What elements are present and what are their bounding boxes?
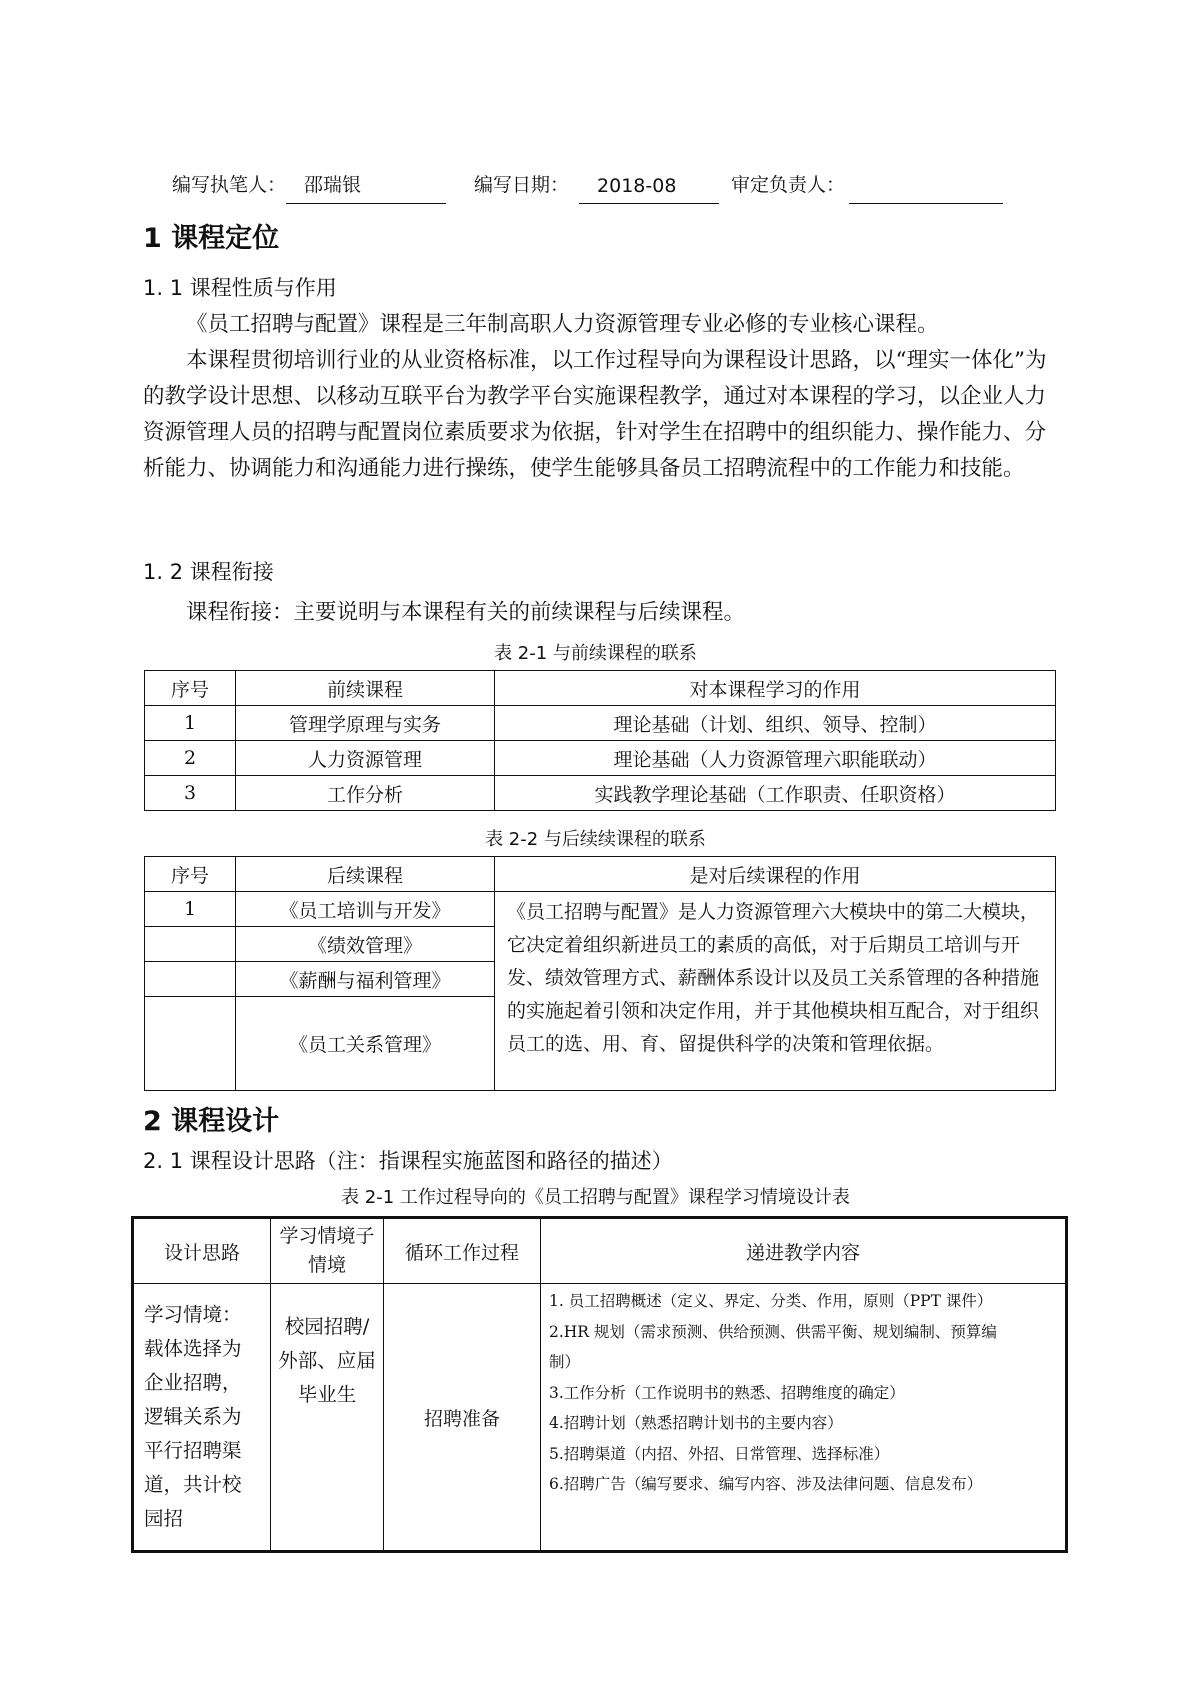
table-cell: 《薪酬与福利管理》 xyxy=(236,962,495,997)
section-1-2-title: 1. 2 课程衔接 xyxy=(143,560,274,584)
subsequent-courses-table xyxy=(144,856,1056,1091)
date-label: 编写日期： xyxy=(474,174,570,196)
table-cell: 《员工培训与开发》 xyxy=(236,892,495,927)
table-cell: 1 xyxy=(145,892,236,927)
document-meta xyxy=(172,170,1003,197)
table-cell: 理论基础（计划、组织、领导、控制） xyxy=(495,706,1056,741)
section-2-1-title: 2. 1 课程设计思路（注：指课程实施蓝图和路径的描述） xyxy=(143,1149,673,1173)
table-cell: 《员工关系管理》 xyxy=(236,997,495,1091)
prerequisite-courses-table xyxy=(144,670,1056,811)
date-value: 2018-08 xyxy=(579,175,719,204)
process-cell: 招聘准备 xyxy=(384,1284,541,1552)
table-cell xyxy=(145,927,236,962)
table-row xyxy=(145,776,1056,811)
teaching-content-cell xyxy=(541,1284,1067,1552)
list-item: 3.工作分析（工作说明书的熟悉、招聘维度的确定） xyxy=(549,1383,905,1402)
table-2-header-effect: 是对后续课程的作用 xyxy=(495,857,1056,892)
table-3-caption: 表 2-1 工作过程导向的《员工招聘与配置》课程学习情境设计表 xyxy=(341,1187,850,1208)
table-cell: 人力资源管理 xyxy=(236,741,495,776)
paragraph-3 xyxy=(143,595,1055,631)
reviewer-label: 审定负责人： xyxy=(731,174,846,196)
list-item: 5.招聘渠道（内招、外招、日常管理、选择标准） xyxy=(549,1444,890,1463)
table-3-header-process: 循环工作过程 xyxy=(384,1218,541,1284)
list-item: 6.招聘广告（编写要求、编写内容、涉及法律问题、信息发布） xyxy=(549,1475,983,1493)
table-1-header-course: 前续课程 xyxy=(236,671,495,706)
table-cell: 理论基础（人力资源管理六职能联动） xyxy=(495,741,1056,776)
list-item: 制） xyxy=(549,1353,581,1371)
table-3-header-content: 递进教学内容 xyxy=(541,1218,1067,1284)
table-2-caption: 表 2-2 与后续续课程的联系 xyxy=(485,829,706,850)
table-cell: 3 xyxy=(145,776,236,811)
table-row xyxy=(145,892,1056,927)
list-item: 1. 员工招聘概述（定义、界定、分类、作用，原则（PPT 课件） xyxy=(549,1292,993,1310)
paragraph-2-text: 本课程贯彻培训行业的从业资格标准，以工作过程导向为课程设计思路，以“理实一体化”为的教学设计思想、以移动互联平台为教学平台实施课程教学，通过对本课程的学习，以企业人力资源管理人员的招聘与配置岗位素质要求为依据，针对学生在招聘中的组织能力、操作能力、分析能力、协调能力和沟通能力进行操练，使学生能够具备员工招聘流程中的工作能力和技能。 xyxy=(143,348,1047,481)
table-cell: 2 xyxy=(145,741,236,776)
table-1-caption: 表 2-1 与前续课程的联系 xyxy=(494,643,697,664)
author-label: 编写执笔人： xyxy=(172,174,287,196)
section-1-1-title: 1. 1 课程性质与作用 xyxy=(143,276,337,300)
sub-context-cell: 校园招聘/外部、应届毕业生 xyxy=(271,1284,384,1552)
list-item: 2.HR 规划（需求预测、供给预测、供需平衡、规划编制、预算编 xyxy=(549,1322,997,1341)
paragraph-1 xyxy=(143,307,1055,343)
section-2-title: 2 课程设计 xyxy=(143,1106,280,1137)
table-row xyxy=(145,706,1056,741)
paragraph-1-text: 《员工招聘与配置》课程是三年制高职人力资源管理专业必修的专业核心课程。 xyxy=(186,312,939,337)
section-1-title: 1 课程定位 xyxy=(143,223,280,254)
table-2-header-course: 后续课程 xyxy=(236,857,495,892)
list-item: 4.招聘计划（熟悉招聘计划书的主要内容） xyxy=(549,1414,843,1432)
table-row xyxy=(133,1284,1067,1552)
table-cell: 《绩效管理》 xyxy=(236,927,495,962)
author-value: 邵瑞银 xyxy=(286,170,446,204)
table-row xyxy=(145,741,1056,776)
table-2-header-index: 序号 xyxy=(145,857,236,892)
table-cell: 1 xyxy=(145,706,236,741)
table-cell xyxy=(145,997,236,1091)
table-1-header-effect: 对本课程学习的作用 xyxy=(495,671,1056,706)
paragraph-2 xyxy=(143,343,1055,487)
paragraph-3-text: 课程衔接：主要说明与本课程有关的前续课程与后续课程。 xyxy=(186,600,746,625)
design-cell: 学习情境：载体选择为企业招聘，逻辑关系为平行招聘渠道，共计校园招 xyxy=(133,1284,271,1552)
table-cell: 工作分析 xyxy=(236,776,495,811)
reviewer-value xyxy=(849,197,1003,204)
table-1-header-index: 序号 xyxy=(145,671,236,706)
table-3-header-design: 设计思路 xyxy=(133,1218,271,1284)
subsequent-effect-cell: 《员工招聘与配置》是人力资源管理六大模块中的第二大模块，它决定着组织新进员工的素质的高低，对于后期员工培训与开发、绩效管理方式、薪酬体系设计以及员工关系管理的各种措施的实施起着引领和决定作用，并于其他模块相互配合，对于组织员工的选、用、育、留提供科学的决策和管理依据。 xyxy=(495,892,1056,1091)
table-cell: 管理学原理与实务 xyxy=(236,706,495,741)
table-cell xyxy=(145,962,236,997)
learning-context-table xyxy=(131,1216,1068,1553)
table-3-header-subcontext: 学习情境子情境 xyxy=(271,1218,384,1284)
table-cell: 实践教学理论基础（工作职责、任职资格） xyxy=(495,776,1056,811)
